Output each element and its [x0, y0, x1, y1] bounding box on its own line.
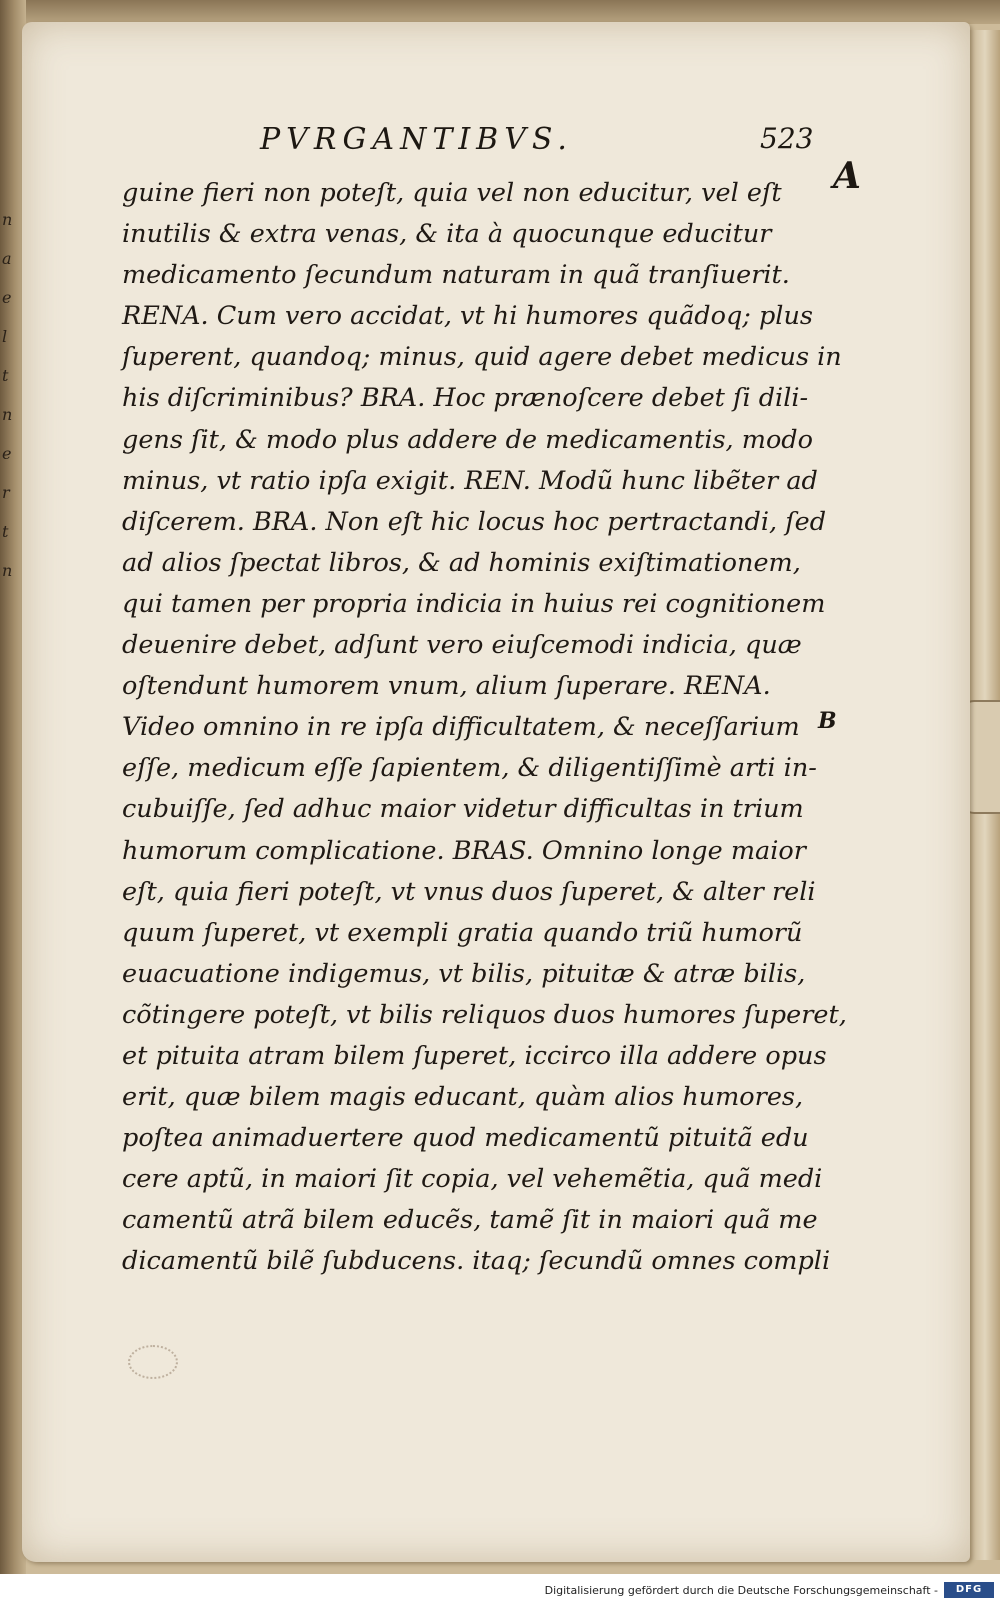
fragment-letter: t — [2, 522, 9, 541]
text-line: erit, quæ bilem magis educant, quàm alios humores, — [122, 1082, 804, 1113]
text-line: diſcerem. BRA. Non eſt hic locus hoc pertractandi, ſed — [122, 506, 827, 537]
text-line: humorum complicatione. BRAS. Omnino longe maior — [122, 835, 806, 866]
fragment-letter: n — [2, 405, 13, 424]
text-line: et pituita atram bilem ſuperet, iccirco illa addere opus — [122, 1040, 827, 1071]
text-line: cubuiſſe, ſed adhuc maior videtur difficultas in trium — [122, 794, 804, 825]
margin-marker-b: B — [818, 708, 837, 734]
dfg-logo: DFG — [944, 1582, 994, 1598]
library-stamp — [128, 1345, 178, 1379]
text-line: minus, vt ratio ipſa exigit. REN. Modũ hunc libẽter ad — [122, 465, 818, 496]
text-line: deuenire debet, adſunt vero eiuſcemodi indicia, quæ — [122, 630, 802, 661]
fragment-letter: e — [2, 444, 12, 463]
text-line: ad alios ſpectat libros, & ad hominis exiſtimationem, — [122, 547, 801, 578]
running-title: PVRGANTIBVS. — [260, 122, 573, 157]
text-line: gens ſit, & modo plus addere de medicamentis, modo — [122, 424, 813, 455]
text-line: poſtea animaduertere quod medicamentũ pituitã edu — [122, 1123, 809, 1154]
fragment-letter: n — [2, 561, 13, 580]
text-line: inutilis & extra venas, & ita à quocunque educitur — [122, 219, 772, 250]
text-line: cere aptũ, in maiori ſit copia, vel vehemẽtia, quã medi — [122, 1164, 823, 1195]
text-line: cõtingere poteſt, vt bilis reliquos duos humores ſuperet, — [122, 999, 847, 1030]
text-line: camentũ atrã bilem educẽs, tamẽ ſit in maiori quã me — [122, 1205, 818, 1236]
margin-marker-a: A — [833, 155, 861, 197]
body-text — [122, 173, 847, 1283]
text-line: eſſe, medicum eſſe ſapientem, & diligentiſſimè arti in- — [122, 753, 817, 784]
top-edge — [0, 0, 1000, 24]
fragment-letter: e — [2, 288, 12, 307]
text-line: ſuperent, quandoq; minus, quid agere debet medicus in — [122, 342, 842, 373]
fragment-letter: r — [2, 483, 10, 502]
text-line: RENA. Cum vero accidat, vt hi humores quãdoq; plus — [122, 301, 813, 332]
fragment-letter: t — [2, 366, 9, 385]
fragment-letter: a — [2, 249, 12, 268]
text-line: quum ſuperet, vt exempli gratia quando triũ humorũ — [122, 917, 803, 948]
previous-page-fragments — [2, 200, 22, 590]
running-head — [260, 122, 814, 166]
text-line: his diſcriminibus? BRA. Hoc prænoſcere debet ſi dili- — [122, 383, 809, 414]
text-line: eſt, quia fieri poteſt, vt vnus duos ſuperet, & alter reli — [122, 876, 816, 907]
text-line: medicamento ſecundum naturam in quã tranſiuerit. — [122, 260, 790, 291]
text-line: guine fieri non poteſt, quia vel non educitur, vel eſt — [122, 178, 782, 208]
footer-bar — [0, 1574, 1000, 1606]
text-line: qui tamen per propria indicia in huius rei cognitionem — [122, 588, 826, 619]
funding-credit: Digitalisierung gefördert durch die Deutsche Forschungsgemeinschaft - — [544, 1584, 938, 1597]
fragment-letter: l — [2, 327, 8, 346]
fragment-letter: n — [2, 210, 13, 229]
page-number: 523 — [760, 122, 814, 155]
text-line: euacuatione indigemus, vt bilis, pituitæ & atræ bilis, — [122, 958, 806, 989]
text-line: Video omnino in re ipſa difficultatem, & neceſſarium — [122, 712, 800, 743]
text-line: dicamentũ bilẽ ſubducens. itaq; ſecundũ omnes compli — [122, 1246, 831, 1277]
text-line: oſtendunt humorem vnum, alium ſuperare. RENA. — [122, 671, 771, 702]
